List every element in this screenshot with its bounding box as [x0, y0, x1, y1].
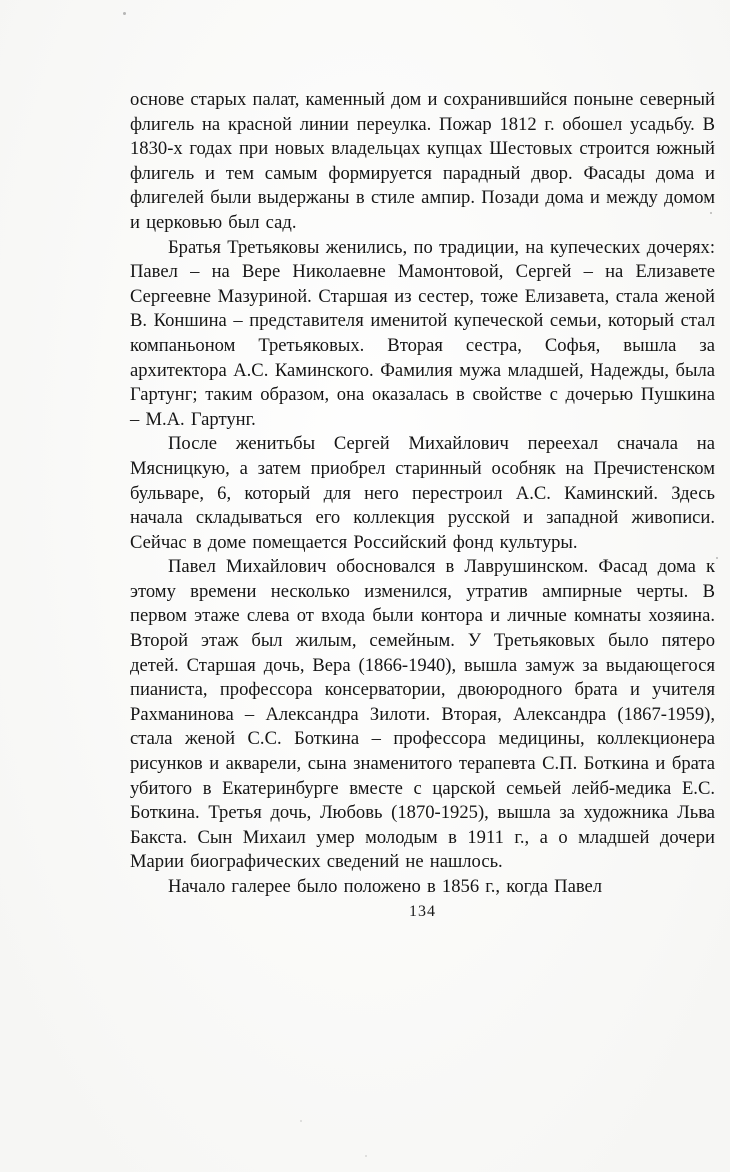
paragraph: Братья Третьяковы женились, по традиции, на купеческих дочерях: Павел – на Вере Николаевне Мамонтовой, Сергей – на Елизавете Сергеевне Мазуриной. Старшая из сестер, тоже Елизавета, стала женой В. Коншина – представителя именитой купеческой семьи, который стал компаньоном Третьяковых. Вторая сестра, Софья, вышла за архитектора А.С. Каминского. Фамилия мужа младшей, Надежды, была Гартунг; таким образом, она оказалась в свойстве с дочерью Пушкина – М.А. Гартунг.: [130, 236, 715, 430]
paragraph: После женитьбы Сергей Михайлович переехал сначала на Мясницкую, а затем приобрел старинный особняк на Пречистенском бульваре, 6, который для него перестроил А.С. Каминский. Здесь начала складываться его коллекция русской и западной живописи. Сейчас в доме помещается Российский фонд культуры.: [130, 433, 715, 553]
paragraph: основе старых палат, каменный дом и сохранившийся поныне северный флигель на красной линии переулка. Пожар 1812 г. обошел усадьбу. В 1830-х годах при новых владельцах купцах Шестовых строится южный флигель и тем самым формируется парадный двор. Фасады дома и флигелей были выдержаны в стиле ампир. Позади дома и между домом и церковью был сад.: [130, 89, 715, 233]
scan-speck: [716, 557, 718, 559]
scan-speck: [365, 1155, 367, 1157]
text-block: [130, 88, 715, 921]
paragraph: Павел Михайлович обосновался в Лаврушинском. Фасад дома к этому времени несколько изменился, утратив ампирные черты. В первом этаже слева от входа были контора и личные комнаты хозяина. Второй этаж был жилым, семейным. У Третьяковых было пятеро детей. Старшая дочь, Вера (1866-1940), вышла замуж за выдающегося пианиста, профессора консерватории, двоюродного брата и учителя Рахманинова – Александра Зилоти. Вторая, Александра (1867-1959), стала женой С.С. Боткина – профессора медицины, коллекционера рисунков и акварели, сына знаменитого терапевта С.П. Боткина и брата убитого в Екатеринбурге вместе с царской семьей лейб-медика Е.С. Боткина. Третья дочь, Любовь (1870-1925), вышла за художника Льва Бакста. Сын Михаил умер молодым в 1911 г., а о младшей дочери Марии биографических сведений не нашлось.: [130, 556, 715, 873]
scan-speck: [300, 1120, 302, 1122]
scan-speck: [123, 12, 126, 15]
page-number: 134: [409, 902, 436, 920]
paragraph: Начало галерее было положено в 1856 г., когда Павел: [168, 876, 603, 897]
